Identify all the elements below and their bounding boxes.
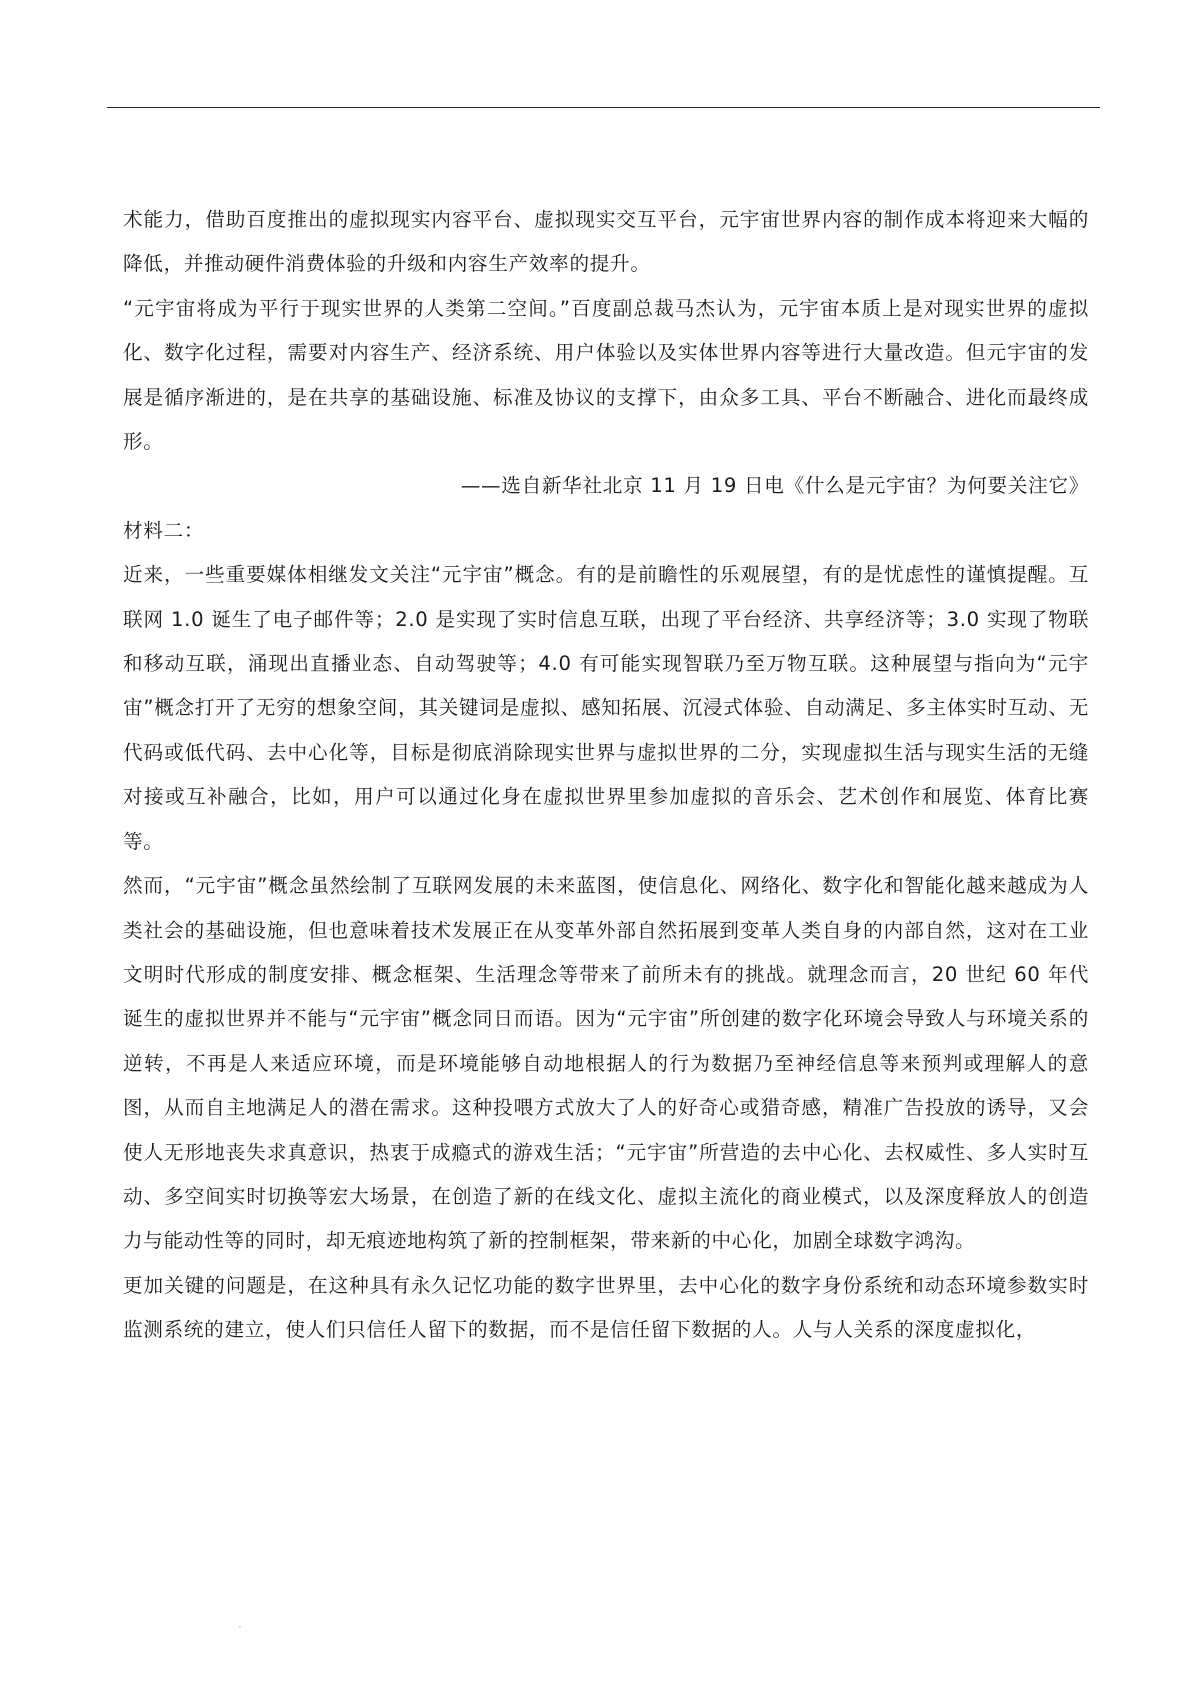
material-two-paragraph-1: 近来，一些重要媒体相继发文关注“元宇宙”概念。有的是前瞻性的乐观展望，有的是忧虑性的谨慎提醒。互联网 1.0 诞生了电子邮件等；2.0 是实现了实时信息互联，出现了平台经济、共享经济等；3.0 实现了物联和移动互联，涌现出直播业态、自动驾驶等；4.0 有可能实现智联乃至万物互联。这种展望与指向为“元宇宙”概念打开了无穷的想象空间，其关键词是虚拟、感知拓展、沉浸式体验、自动满足、多主体实时互动、无代码或低代码、去中心化等，目标是彻底消除现实世界与虚拟世界的二分，实现虚拟生活与现实生活的无缝对接或互补融合，比如，用户可以通过化身在虚拟世界里参加虚拟的音乐会、艺术创作和展览、体育比赛等。 [123,563,1089,853]
document-body [123,198,1089,1353]
material-two-paragraph-3: 更加关键的问题是，在这种具有永久记忆功能的数字世界里，去中心化的数字身份系统和动态环境参数实时监测系统的建立，使人们只信任人留下的数据，而不是信任留下数据的人。人与人关系的深度虚拟化， [123,1273,1089,1342]
paragraph-2: “元宇宙将成为平行于现实世界的人类第二空间。”百度副总裁马杰认为，元宇宙本质上是对现实世界的虚拟化、数字化过程，需要对内容生产、经济系统、用户体验以及实体世界内容等进行大量改造。但元宇宙的发展是循序渐进的，是在共享的基础设施、标准及协议的支撑下，由众多工具、平台不断融合、进化而最终成形。 [123,296,1089,454]
footer-mark: · [238,1620,242,1634]
material-two-label: 材料二： [123,518,205,542]
paragraph-1: 术能力，借助百度推出的虚拟现实内容平台、虚拟现实交互平台，元宇宙世界内容的制作成本将迎来大幅的降低，并推动硬件消费体验的升级和内容生产效率的提升。 [123,208,1089,276]
header-divider [107,107,1100,108]
source-citation: ——选自新华社北京 11 月 19 日电《什么是元宇宙？为何要关注它》 [460,474,1089,498]
material-two-paragraph-2: 然而，“元宇宙”概念虽然绘制了互联网发展的未来蓝图，使信息化、网络化、数字化和智能化越来越成为人类社会的基础设施，但也意味着技术发展正在从变革外部自然拓展到变革人类自身的内部自然，这对在工业文明时代形成的制度安排、概念框架、生活理念等带来了前所未有的挑战。就理念而言，20 世纪 60 年代诞生的虚拟世界并不能与“元宇宙”概念同日而语。因为“元宇宙”所创建的数字化环境会导致人与环境关系的逆转，不再是人来适应环境，而是环境能够自动地根据人的行为数据乃至神经信息等来预判或理解人的意图，从而自主地满足人的潜在需求。这种投喂方式放大了人的好奇心或猎奇感，精准广告投放的诱导，又会使人无形地丧失求真意识，热衷于成瘾式的游戏生活；“元宇宙”所营造的去中心化、去权威性、多人实时互动、多空间实时切换等宏大场景，在创造了新的在线文化、虚拟主流化的商业模式，以及深度释放人的创造力与能动性等的同时，却无痕迹地构筑了新的控制框架，带来新的中心化，加剧全球数字鸿沟。 [123,874,1089,1253]
